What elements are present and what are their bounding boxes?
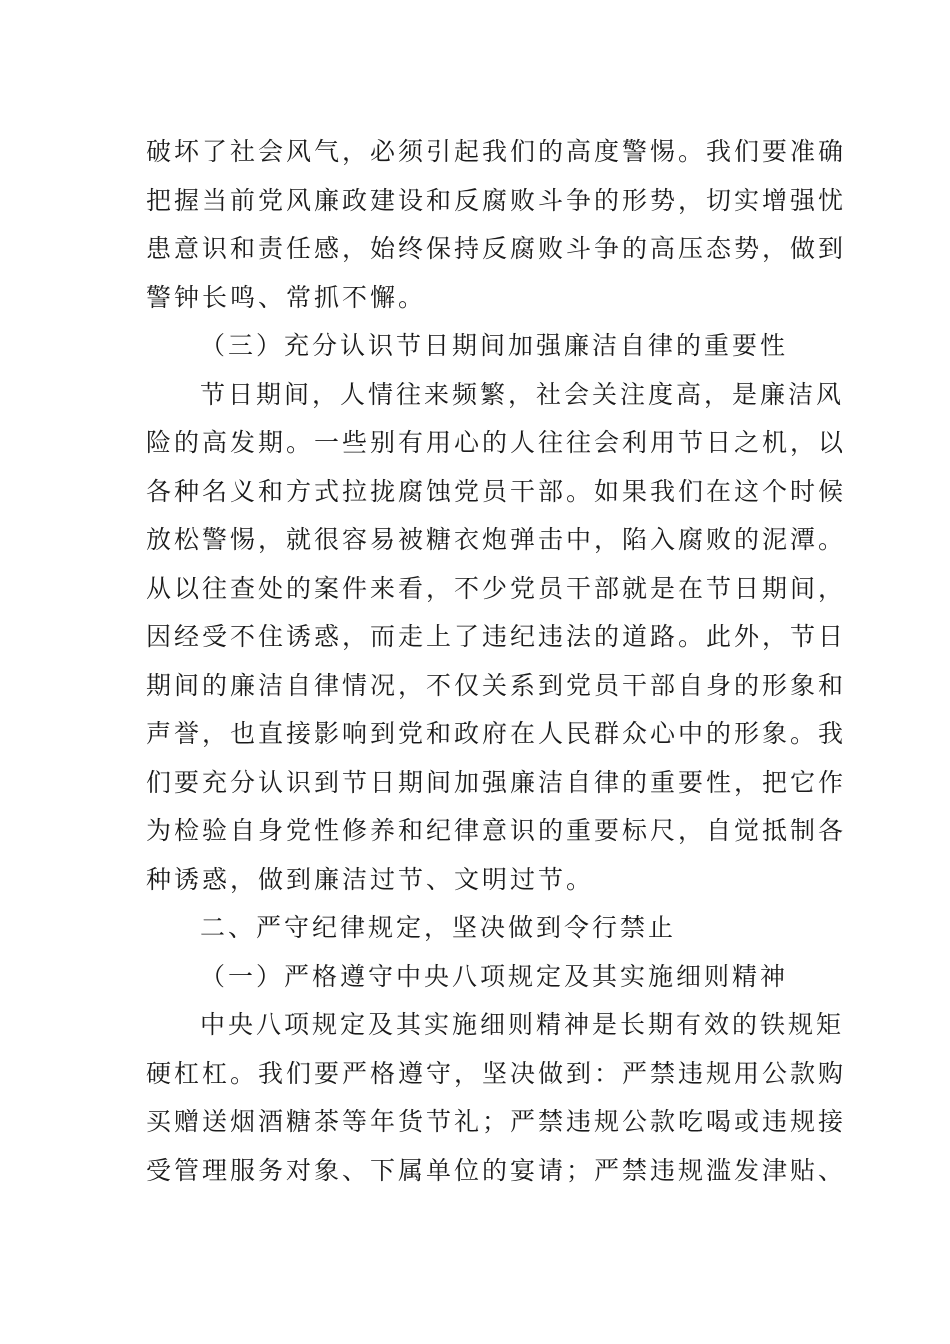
text-line: 种诱惑，做到廉洁过节、文明过节。 (146, 864, 595, 894)
section-heading-3: （三）充分认识节日期间加强廉洁自律的重要性 (200, 331, 789, 360)
chapter-heading-2: 二、严守纪律规定，坚决做到令行禁止 (200, 913, 677, 942)
text-line: 节日期间，人情往来频繁，社会关注度高，是廉洁风 (200, 379, 845, 409)
text-line: 受管理服务对象、下属单位的宴请；严禁违规滥发津贴、 (146, 1155, 847, 1185)
text-line: 买赠送烟酒糖茶等年货节礼；严禁违规公款吃喝或违规接 (146, 1107, 847, 1136)
text-line: 期间的廉洁自律情况，不仅关系到党员干部自身的形象和 (146, 670, 847, 700)
text-line: 各种名义和方式拉拢腐蚀党员干部。如果我们在这个时候 (146, 476, 847, 506)
text-line: 把握当前党风廉政建设和反腐败斗争的形势，切实增强忧 (146, 185, 847, 215)
text-line: 为检验自身党性修养和纪律意识的重要标尺，自觉抵制各 (146, 816, 847, 845)
text-line: 患意识和责任感，始终保持反腐败斗争的高压态势，做到 (146, 234, 847, 263)
text-line: 硬杠杠。我们要严格遵守，坚决做到：严禁违规用公款购 (146, 1058, 847, 1088)
text-line: 放松警惕，就很容易被糖衣炮弹击中，陷入腐败的泥潭。 (146, 525, 847, 554)
text-line: 险的高发期。一些别有用心的人往往会利用节日之机，以 (146, 428, 847, 457)
text-line: 们要充分认识到节日期间加强廉洁自律的重要性，把它作 (146, 767, 847, 797)
text-line: 破坏了社会风气，必须引起我们的高度警惕。我们要准确 (146, 137, 847, 166)
text-line: 因经受不住诱惑，而走上了违纪违法的道路。此外，节日 (146, 622, 847, 651)
text-line: 声誉，也直接影响到党和政府在人民群众心中的形象。我 (146, 719, 847, 748)
body-text (146, 128, 847, 1195)
text-line: 中央八项规定及其实施细则精神是长期有效的铁规矩 (200, 1010, 845, 1039)
section-heading-1: （一）严格遵守中央八项规定及其实施细则精神 (200, 961, 789, 991)
text-line: 警钟长鸣、常抓不懈。 (146, 282, 427, 312)
text-line: 从以往查处的案件来看，不少党员干部就是在节日期间， (146, 573, 847, 603)
